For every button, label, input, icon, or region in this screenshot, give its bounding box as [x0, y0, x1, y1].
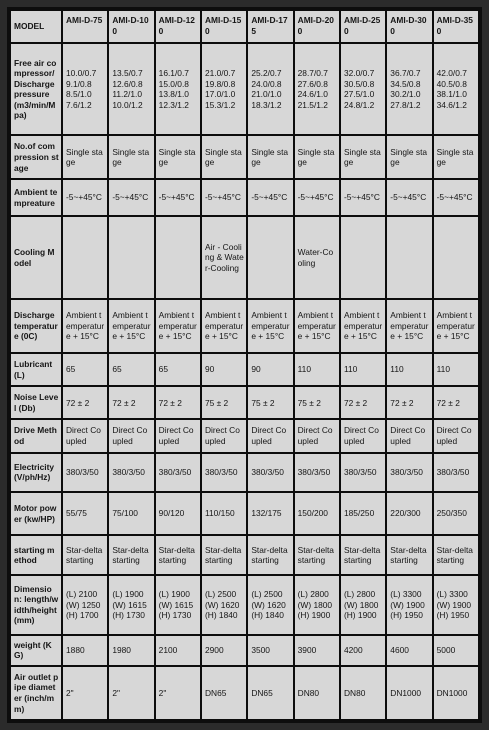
value-cell: Ambient temperature + 15°C [387, 300, 431, 352]
value-line: (W) 1800 [297, 599, 333, 610]
value-cell: DN80 [295, 667, 339, 719]
value-cell: DN80 [341, 667, 385, 719]
row-label: Cooling Model [11, 217, 61, 298]
value-cell: Star-delta starting [63, 536, 107, 573]
value-cell: 3500 [248, 636, 292, 665]
value-cell: Direct Coupled [202, 420, 246, 451]
value-cell: 2" [109, 667, 153, 719]
value-cell [387, 576, 431, 634]
value-cell [109, 576, 153, 634]
value-cell [63, 217, 107, 298]
value-line: (L) 3300 [390, 588, 422, 599]
value-cell: 1880 [63, 636, 107, 665]
value-cell: 72 ± 2 [387, 387, 431, 418]
value-line: 24.0/0.8 [251, 78, 282, 89]
row-label: starting method [11, 536, 61, 573]
value-cell: Direct Coupled [341, 420, 385, 451]
value-cell: 380/3/50 [387, 454, 431, 491]
value-line: (H) 1730 [112, 610, 145, 621]
row-ambient-temp [11, 180, 478, 215]
value-line: (H) 1700 [66, 610, 99, 621]
value-cell [295, 576, 339, 634]
value-cell: Direct Coupled [248, 420, 292, 451]
value-cell: 110 [295, 354, 339, 385]
value-line: 28.7/0.7 [297, 68, 328, 79]
value-line: 24.8/1.2 [343, 99, 375, 110]
value-cell: 2100 [156, 636, 200, 665]
value-cell: 2900 [202, 636, 246, 665]
value-cell: 110/150 [202, 493, 246, 535]
value-cell: Single stage [202, 136, 246, 178]
value-cell: 65 [156, 354, 200, 385]
value-cell [109, 44, 153, 134]
value-cell: 2" [156, 667, 200, 719]
model-header: AMI-D-300 [387, 11, 431, 42]
value-line: (W) 1620 [251, 599, 286, 610]
value-cell: Single stage [387, 136, 431, 178]
value-cell: 380/3/50 [109, 454, 153, 491]
row-weight [11, 636, 478, 665]
value-cell: Single stage [434, 136, 478, 178]
value-cell [434, 44, 478, 134]
value-cell [341, 44, 385, 134]
value-cell [387, 217, 431, 298]
value-line: 36.7/0.7 [390, 68, 421, 79]
value-cell: Ambient temperature + 15°C [202, 300, 246, 352]
value-line: (L) 2500 [251, 588, 283, 599]
value-line: (L) 3300 [436, 588, 468, 599]
row-starting-method [11, 536, 478, 573]
value-cell: 72 ± 2 [109, 387, 153, 418]
value-cell: 150/200 [295, 493, 339, 535]
value-line: 34.5/0.8 [390, 78, 421, 89]
row-label: Air outlet pipe diameter (inch/mm) [11, 667, 61, 719]
value-line: 30.2/1.0 [390, 89, 421, 100]
value-line: 10.0/0.7 [66, 68, 97, 79]
row-dimension [11, 576, 478, 634]
value-cell [202, 576, 246, 634]
value-line: (H) 1900 [297, 610, 331, 621]
row-label: Discharge temperature (0C) [11, 300, 61, 352]
value-cell: -5~+45°C [63, 180, 107, 215]
value-line: 32.0/0.7 [343, 68, 375, 79]
value-cell: 3900 [295, 636, 339, 665]
row-label: Drive Method [11, 420, 61, 451]
value-cell: Direct Coupled [63, 420, 107, 451]
value-cell: Ambient temperature + 15°C [63, 300, 107, 352]
value-cell: -5~+45°C [341, 180, 385, 215]
value-cell: 185/250 [341, 493, 385, 535]
value-cell: 110 [341, 354, 385, 385]
value-cell [434, 217, 478, 298]
value-cell: 380/3/50 [248, 454, 292, 491]
value-line: 21.5/1.2 [297, 99, 328, 110]
value-cell: Star-delta starting [248, 536, 292, 573]
value-cell: 65 [109, 354, 153, 385]
row-label: Ambient tempreature [11, 180, 61, 215]
value-line: 27.6/0.8 [297, 78, 328, 89]
value-line: 15.3/1.2 [204, 99, 236, 110]
row-label: Free air compressor/Discharge pressure (m3/min/Mpa) [11, 44, 61, 134]
value-line: (H) 1730 [158, 610, 192, 621]
value-cell: Single stage [63, 136, 107, 178]
value-line: 38.1/1.0 [436, 89, 467, 100]
value-cell: 380/3/50 [156, 454, 200, 491]
model-header: AMI-D-350 [434, 11, 478, 42]
row-label: Motor power (kw/HP) [11, 493, 61, 535]
model-header: AMI-D-75 [63, 11, 107, 42]
value-line: (L) 2800 [297, 588, 329, 599]
value-cell: -5~+45°C [248, 180, 292, 215]
value-cell: 75 ± 2 [295, 387, 339, 418]
row-discharge-temp [11, 300, 478, 352]
row-electricity [11, 454, 478, 491]
row-drive-method [11, 420, 478, 451]
value-cell: 75/100 [109, 493, 153, 535]
value-cell: Star-delta starting [202, 536, 246, 573]
value-line: (W) 1615 [158, 599, 194, 610]
value-cell: Ambient temperature + 15°C [109, 300, 153, 352]
value-cell [387, 44, 431, 134]
row-compression-stage [11, 136, 478, 178]
value-cell: 90 [202, 354, 246, 385]
value-cell: Single stage [109, 136, 153, 178]
model-header: AMI-D-175 [248, 11, 292, 42]
value-cell: 1980 [109, 636, 153, 665]
value-cell: Ambient temperature + 15°C [248, 300, 292, 352]
value-cell: 380/3/50 [295, 454, 339, 491]
value-cell [156, 44, 200, 134]
header-row [11, 11, 478, 42]
value-cell: Star-delta starting [156, 536, 200, 573]
value-line: (L) 1900 [158, 588, 190, 599]
spec-table [9, 9, 480, 721]
value-cell: -5~+45°C [434, 180, 478, 215]
value-line: 7.6/1.2 [66, 99, 92, 110]
value-line: (H) 1950 [436, 610, 470, 621]
value-cell [109, 217, 153, 298]
value-cell: 2" [63, 667, 107, 719]
value-cell: Single stage [156, 136, 200, 178]
value-cell [156, 576, 200, 634]
value-cell: 55/75 [63, 493, 107, 535]
value-line: 9.1/0.8 [66, 78, 92, 89]
value-line: 10.0/1.2 [112, 99, 143, 110]
value-line: 34.6/1.2 [436, 99, 467, 110]
row-label: Electricity (V/ph/Hz) [11, 454, 61, 491]
value-line: (W) 1900 [390, 599, 425, 610]
header-label: MODEL [11, 11, 61, 42]
value-cell [341, 217, 385, 298]
value-line: (L) 1900 [112, 588, 144, 599]
value-cell: Ambient temperature + 15°C [295, 300, 339, 352]
value-line: 24.6/1.0 [297, 89, 328, 100]
value-line: (L) 2800 [343, 588, 376, 599]
value-cell: Single stage [248, 136, 292, 178]
value-cell: -5~+45°C [387, 180, 431, 215]
value-line: 21.0/1.0 [251, 89, 282, 100]
value-line: 8.5/1.0 [66, 89, 92, 100]
value-cell: Ambient temperature + 15°C [156, 300, 200, 352]
row-flow-pressure [11, 44, 478, 134]
value-cell: Star-delta starting [387, 536, 431, 573]
value-cell: Star-delta starting [341, 536, 385, 573]
value-cell [248, 217, 292, 298]
value-cell [156, 217, 200, 298]
value-cell: Direct Coupled [156, 420, 200, 451]
row-label: Lubricant (L) [11, 354, 61, 385]
value-cell: 380/3/50 [63, 454, 107, 491]
value-cell: Star-delta starting [434, 536, 478, 573]
model-header: AMI-D-250 [341, 11, 385, 42]
value-line: (L) 2500 [204, 588, 237, 599]
value-line: 19.8/0.8 [204, 78, 236, 89]
value-cell: Star-delta starting [109, 536, 153, 573]
row-cooling-model [11, 217, 478, 298]
value-cell: 90/120 [156, 493, 200, 535]
row-label: weight (KG) [11, 636, 61, 665]
value-cell: 380/3/50 [434, 454, 478, 491]
model-header: AMI-D-120 [156, 11, 200, 42]
value-cell: 380/3/50 [202, 454, 246, 491]
value-line: (H) 1840 [251, 610, 284, 621]
value-line: (W) 1615 [112, 599, 147, 610]
value-cell: -5~+45°C [202, 180, 246, 215]
row-motor-power [11, 493, 478, 535]
model-header: AMI-D-200 [295, 11, 339, 42]
value-line: 21.0/0.7 [204, 68, 236, 79]
value-line: (L) 2100 [66, 588, 98, 599]
value-cell: Direct Coupled [109, 420, 153, 451]
row-outlet-diameter [11, 667, 478, 719]
row-noise-level [11, 387, 478, 418]
value-line: 18.3/1.2 [251, 99, 282, 110]
value-cell: Single stage [341, 136, 385, 178]
value-cell: DN65 [202, 667, 246, 719]
value-cell: 380/3/50 [341, 454, 385, 491]
value-line: 40.5/0.8 [436, 78, 467, 89]
spec-sheet [7, 7, 482, 723]
value-cell [434, 576, 478, 634]
value-line: (W) 1800 [343, 599, 379, 610]
value-cell: 72 ± 2 [156, 387, 200, 418]
row-label: Noise Level (Db) [11, 387, 61, 418]
value-line: (H) 1950 [390, 610, 423, 621]
model-header: AMI-D-100 [109, 11, 153, 42]
value-line: (W) 1900 [436, 599, 472, 610]
value-line: (H) 1900 [343, 610, 377, 621]
value-cell: 72 ± 2 [341, 387, 385, 418]
model-header: AMI-D-150 [202, 11, 246, 42]
value-cell: Air - Cooling & Water-Cooling [202, 217, 246, 298]
value-cell: Direct Coupled [387, 420, 431, 451]
value-cell [248, 576, 292, 634]
value-cell: 4200 [341, 636, 385, 665]
value-cell [341, 576, 385, 634]
value-line: 12.6/0.8 [112, 78, 143, 89]
value-cell: Direct Coupled [295, 420, 339, 451]
value-cell: 90 [248, 354, 292, 385]
value-cell: Ambient temperature + 15°C [341, 300, 385, 352]
value-line: 42.0/0.7 [436, 68, 467, 79]
spec-table-body [11, 11, 478, 719]
value-cell: Direct Coupled [434, 420, 478, 451]
value-line: 27.8/1.2 [390, 99, 421, 110]
value-cell: -5~+45°C [109, 180, 153, 215]
value-line: 12.3/1.2 [158, 99, 189, 110]
value-cell: DN1000 [387, 667, 431, 719]
value-cell: DN65 [248, 667, 292, 719]
value-cell: 4600 [387, 636, 431, 665]
value-line: (W) 1620 [204, 599, 240, 610]
value-cell: Water-Cooling [295, 217, 339, 298]
row-lubricant [11, 354, 478, 385]
value-cell: -5~+45°C [156, 180, 200, 215]
value-cell: -5~+45°C [295, 180, 339, 215]
value-line: 11.2/1.0 [112, 89, 142, 100]
value-line: 16.1/0.7 [158, 68, 189, 79]
row-label: Dimension: length/width/height (mm) [11, 576, 61, 634]
value-line: 13.5/0.7 [112, 68, 143, 79]
value-line: (H) 1840 [204, 610, 238, 621]
value-cell: 65 [63, 354, 107, 385]
value-cell: 75 ± 2 [202, 387, 246, 418]
value-cell: 72 ± 2 [434, 387, 478, 418]
row-label: No.of compression stage [11, 136, 61, 178]
value-cell: 75 ± 2 [248, 387, 292, 418]
value-cell: 72 ± 2 [63, 387, 107, 418]
value-cell: 220/300 [387, 493, 431, 535]
value-cell: 5000 [434, 636, 478, 665]
value-cell [63, 576, 107, 634]
value-cell: Star-delta starting [295, 536, 339, 573]
value-cell: 110 [434, 354, 478, 385]
value-cell: Single stage [295, 136, 339, 178]
value-cell: Ambient temperature + 15°C [434, 300, 478, 352]
value-line: 13.8/1.0 [158, 89, 189, 100]
value-cell: 110 [387, 354, 431, 385]
value-cell: DN1000 [434, 667, 478, 719]
value-cell [248, 44, 292, 134]
value-line: 27.5/1.0 [343, 89, 375, 100]
value-cell [63, 44, 107, 134]
value-cell: 250/350 [434, 493, 478, 535]
value-line: 25.2/0.7 [251, 68, 282, 79]
value-line: 15.0/0.8 [158, 78, 189, 89]
value-line: (W) 1250 [66, 599, 101, 610]
value-cell [295, 44, 339, 134]
value-cell [202, 44, 246, 134]
value-line: 17.0/1.0 [204, 89, 236, 100]
value-cell: 132/175 [248, 493, 292, 535]
value-line: 30.5/0.8 [343, 78, 375, 89]
